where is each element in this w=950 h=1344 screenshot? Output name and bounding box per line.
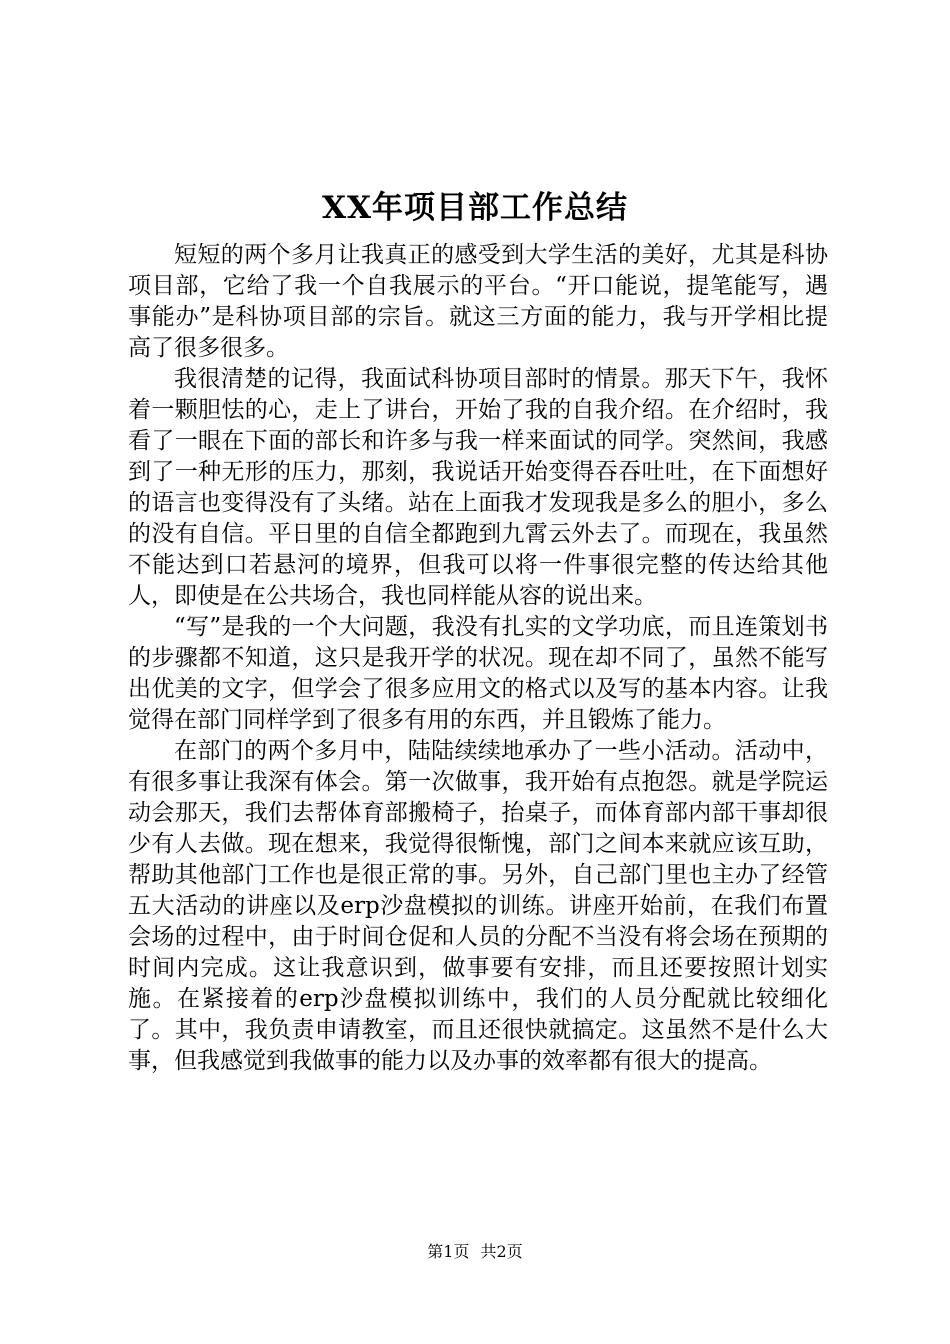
paragraph-2: 我很清楚的记得，我面试科协项目部时的情景。那天下午，我怀着一颗胆怯的心，走上了讲台，开始了我的自我介绍。在介绍时，我看了一眼在下面的部长和许多与我一样来面试的同学。突然间，我感到了一种无形的压力，那刻，我说话开始变得吞吞吐吐，在下面想好的语言也变得没有了头绪。站在上面我才发现我是多么的胆小，多么的没有自信。平日里的自信全都跑到九霄云外去了。而现在，我虽然不能达到口若悬河的境界，但我可以将一件事很完整的传达给其他人，即使是在公共场合，我也同样能从容的说出来。: [128, 366, 828, 609]
paragraph-3: “写”是我的一个大问题，我没有扎实的文学功底，而且连策划书的步骤都不知道，这只是我开学的状况。现在却不同了，虽然不能写出优美的文字，但学会了很多应用文的格式以及写的基本内容。让我觉得在部门同样学到了很多有用的东西，并且锻炼了能力。: [128, 614, 828, 733]
page-number: 第1页: [427, 1242, 470, 1261]
document-title: XX年项目部工作总结: [321, 190, 629, 226]
page-footer: [0, 1241, 950, 1263]
page-total: 共2页: [480, 1242, 523, 1261]
paragraph-4: 在部门的两个多月中，陆陆续续地承办了一些小活动。活动中，有很多事让我深有体会。第一次做事，我开始有点抱怨。就是学院运动会那天，我们去帮体育部搬椅子，抬桌子，而体育部内部干事却很少有人去做。现在想来，我觉得很惭愧，部门之间本来就应该互助，帮助其他部门工作也是很正常的事。另外，自己部门里也主办了经管五大活动的讲座以及erp沙盘模拟的训练。讲座开始前，在我们布置会场的过程中，由于时间仓促和人员的分配不当没有将会场在预期的时间内完成。这让我意识到，做事要有安排，而且还要按照计划实施。在紧接着的erp沙盘模拟训练中，我们的人员分配就比较细化了。其中，我负责申请教室，而且还很快就搞定。这虽然不是什么大事，但我感觉到我做事的能力以及办事的效率都有很大的提高。: [128, 738, 828, 1074]
document-body: [128, 240, 828, 1077]
paragraph-1: 短短的两个多月让我真正的感受到大学生活的美好，尤其是科协项目部，它给了我一个自我展示的平台。“开口能说，提笔能写，遇事能办”是科协项目部的宗旨。就这三方面的能力，我与开学相比提高了很多很多。: [128, 242, 828, 361]
